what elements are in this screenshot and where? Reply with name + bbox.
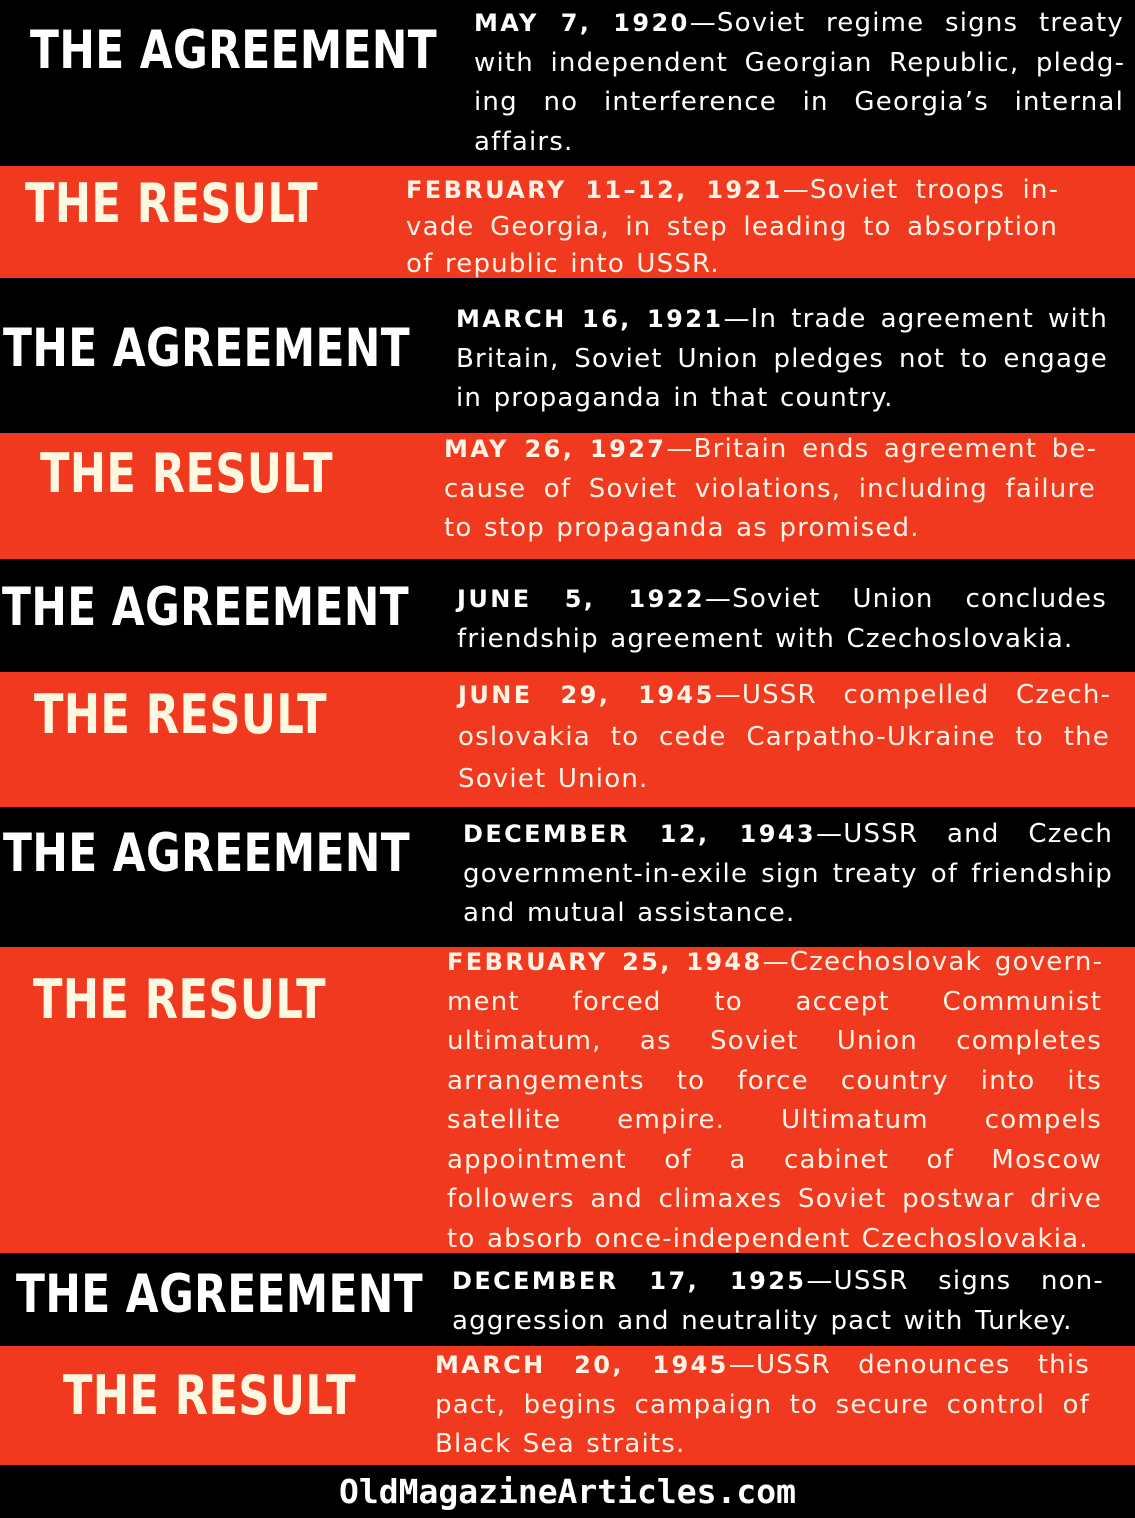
result-text (444, 433, 1096, 549)
event-description: Soviet Union concludes friendship agreement with Czechoslovakia. (457, 584, 1107, 654)
event-date: MAY 26, 1927 (444, 435, 667, 463)
result-text (458, 674, 1110, 800)
date-dash: — (704, 584, 733, 614)
event-date: MARCH 20, 1945 (435, 1351, 729, 1379)
date-dash: — (689, 8, 717, 38)
agreement-heading: THE AGREEMENT (2, 577, 410, 638)
date-dash: — (714, 680, 742, 710)
agreement-band (0, 1253, 1135, 1346)
event-date: JUNE 29, 1945 (458, 681, 715, 709)
event-date: DECEMBER 17, 1925 (452, 1267, 807, 1295)
date-dash: — (816, 819, 844, 849)
event-date: MAY 7, 1920 (474, 9, 690, 37)
agreement-text (457, 580, 1107, 659)
agreement-heading: THE AGREEMENT (16, 1264, 424, 1325)
result-heading: THE RESULT (40, 442, 333, 505)
event-description: USSR denounces this pact, begins campaign to secure control of Black Sea straits. (435, 1350, 1090, 1459)
date-dash: — (782, 175, 810, 205)
result-heading: THE RESULT (34, 683, 327, 746)
date-dash: — (762, 947, 790, 977)
event-description: USSR compelled Czechoslovakia to cede Carpatho-Ukraine to the Soviet Union. (458, 680, 1110, 794)
agreement-band (0, 807, 1135, 947)
date-dash: — (806, 1266, 834, 1296)
agreement-heading: THE AGREEMENT (3, 823, 411, 884)
result-text (447, 947, 1102, 1253)
result-band (0, 1346, 1135, 1465)
result-band (0, 166, 1135, 278)
result-text (435, 1346, 1090, 1465)
event-date: JUNE 5, 1922 (457, 585, 705, 613)
event-date: FEBRUARY 25, 1948 (447, 948, 763, 976)
result-heading: THE RESULT (33, 968, 326, 1031)
event-date: DECEMBER 12, 1943 (463, 820, 817, 848)
event-date: FEBRUARY 11–12, 1921 (406, 176, 783, 204)
result-band (0, 672, 1135, 807)
event-description: USSR signs non-aggression and neutrality pact with Turkey. (452, 1266, 1104, 1336)
agreement-text (463, 815, 1113, 934)
event-description: Soviet regime signs treaty with independent Georgian Republic, pledging no interference in Georgia’s internal affairs. (474, 8, 1125, 157)
agreement-text (452, 1262, 1104, 1341)
agreement-band (0, 559, 1135, 672)
result-band (0, 947, 1135, 1253)
result-text (406, 172, 1058, 278)
agreement-heading: THE AGREEMENT (30, 20, 438, 81)
agreement-band (0, 0, 1135, 166)
agreement-band (0, 278, 1135, 433)
agreement-heading: THE AGREEMENT (3, 318, 411, 379)
event-description: Czechoslovak government forced to accept Communist ultimatum, as Soviet Union completes arrangements to force country into its satellite empire. Ultimatum compels appointment of a cabinet of Moscow followers and climaxes Soviet postwar drive to absorb once-independent Czechoslovakia. (447, 947, 1102, 1253)
result-heading: THE RESULT (25, 172, 318, 235)
date-dash: — (666, 434, 694, 464)
result-band (0, 433, 1135, 559)
event-description: Soviet troops invade Georgia, in step leading to absorption of republic into USSR. (406, 175, 1058, 278)
site-footer (0, 1465, 1135, 1518)
event-date: MARCH 16, 1921 (456, 305, 724, 333)
agreement-text (474, 4, 1124, 162)
result-heading: THE RESULT (63, 1364, 356, 1427)
event-description: In trade agreement with Britain, Soviet Union pledges not to engage in propaganda in that country. (456, 304, 1108, 413)
date-dash: — (723, 304, 751, 334)
agreement-text (456, 300, 1108, 419)
site-watermark: OldMagazineArticles.com (339, 1472, 796, 1511)
event-description: USSR and Czech government-in-exile sign treaty of friendship and mutual assistance. (463, 819, 1114, 928)
date-dash: — (728, 1350, 756, 1380)
event-description: Britain ends agreement because of Soviet violations, including failure to stop propaganda as promised. (444, 434, 1096, 543)
